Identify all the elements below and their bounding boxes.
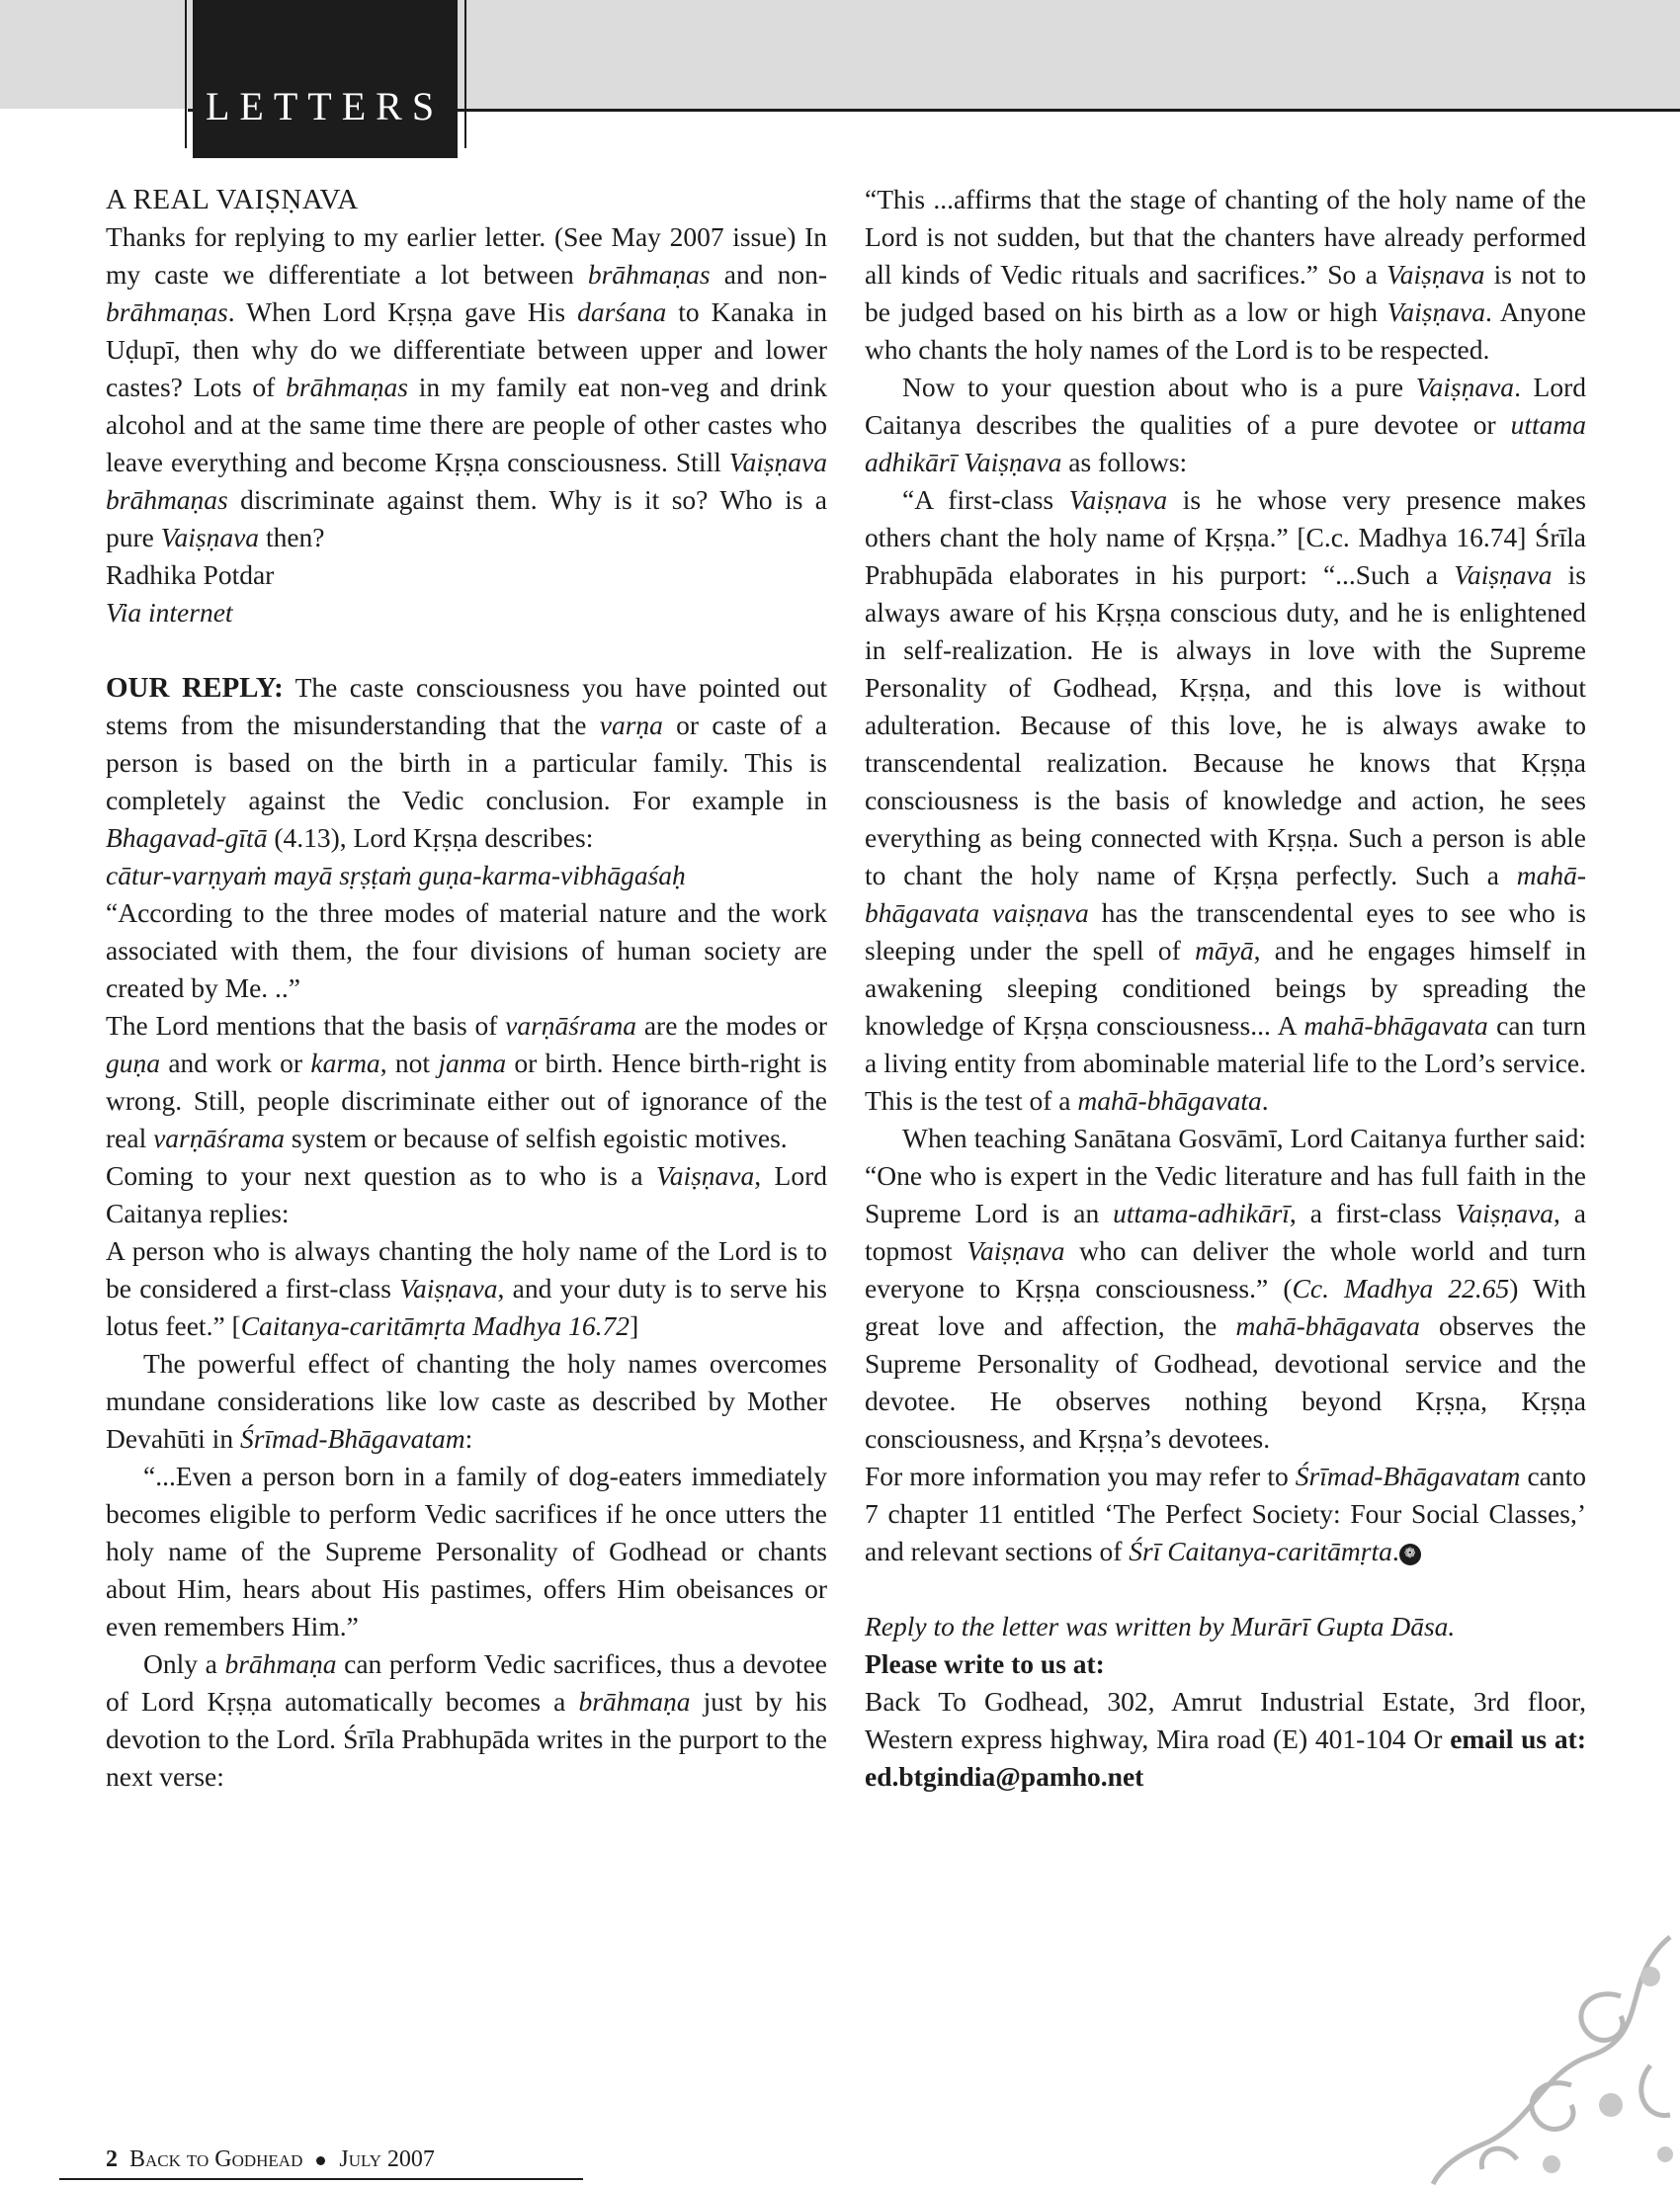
reply-p5: The powerful effect of chanting the holy names overcomes mundane considerations like low caste as described by Mother Devahūti in Śrīmad-Bhāgavatam: bbox=[106, 1348, 827, 1454]
page-number: 2 bbox=[106, 2146, 118, 2172]
contact-address: Back To Godhead, 302, Amrut Industrial Estate, 3rd floor, Western express highway, Mira road (E) 401-104 Or email us at: ed.btgindia@pamho.net bbox=[865, 1686, 1586, 1792]
reply-p7: Only a brāhmaṇa can perform Vedic sacrifices, thus a devotee of Lord Kṛṣṇa automatically becomes a brāhmaṇa just by his devotion to the Lord. Śrīla Prabhupāda writes in the purport to the next verse: bbox=[106, 1648, 828, 1792]
right-column bbox=[865, 181, 1586, 1796]
page-footer bbox=[106, 2144, 435, 2174]
issue-date: July 2007 bbox=[339, 2146, 435, 2172]
reply-p4: A person who is always chanting the holy name of the Lord is to be considered a first-class Vaiṣṇava, and your duty is to serve his lotus feet.” [Caitanya-caritāmṛta Madhya 16.72] bbox=[106, 1235, 827, 1341]
masthead-rule-left bbox=[185, 0, 187, 148]
reply-label: OUR REPLY: bbox=[106, 672, 284, 704]
reply-r1: “This ...affirms that the stage of chanting of the holy name of the Lord is not sudden, but that the chanters have already performed all kinds of Vedic rituals and sacrifices.” So a Vaiṣṇava is not to be judged based on his birth as a low or high Vaiṣṇava. Anyone who chants the holy names of the Lord is to be respected. bbox=[865, 184, 1587, 365]
left-column bbox=[106, 181, 827, 1796]
letter-title: A REAL VAIṢṆAVA bbox=[106, 184, 359, 215]
reply-r4: When teaching Sanātana Gosvāmī, Lord Caitanya further said: “One who is expert in the Vedic literature and has full faith in the Supreme Lord is an uttama-adhikārī, a first-class Vaiṣṇava, a topmost Vaiṣṇava who can deliver the whole world and turn everyone to Kṛṣṇa consciousness.” (Cc. Madhya 22.65) With great love and affection, the mahā-bhāgavata observes the Supreme Personality of Godhead, devotional service and the devotee. He observes nothing beyond Kṛṣṇa, Kṛṣṇa consciousness, and Kṛṣṇa’s devotees. bbox=[865, 1123, 1586, 1454]
reply-p1: The caste consciousness you have pointed out stems from the misunderstanding that the varṇa or caste of a person is based on the birth in a particular family. This is completely against the Vedic conclusion. For example in Bhagavad-gītā (4.13), Lord Kṛṣṇa describes: bbox=[106, 672, 827, 853]
footer-rule bbox=[59, 2178, 583, 2180]
footer-bullet-icon bbox=[316, 2156, 325, 2165]
reply-r3: “A first-class Vaiṣṇava is he whose very presence makes others chant the holy name of Kṛṣṇa.” [C.c. Madhya 16.74] Śrīla Prabhupāda elaborates in his purport: “...Such a Vaiṣṇava is always aware of his Kṛṣṇa conscious duty, and he is enlightened in self-realization. He is always in love with the Supreme Personality of Godhead, Kṛṣṇa, and this love is without adulteration. Because of this love, he is always awake to transcendental realization. Because he knows that Kṛṣṇa consciousness is the basis of knowledge and action, he sees everything as being connected with Kṛṣṇa. Such a person is able to chant the holy name of Kṛṣṇa perfectly. Such a mahā-bhāgavata vaiṣṇava has the transcendental eyes to see who is sleeping under the spell of māyā, and he engages himself in awakening sleeping conditioned beings by spreading the knowledge of Kṛṣṇa consciousness... A mahā-bhāgavata can turn a living entity from abominable material life to the Lord’s service. This is the test of a mahā-bhāgavata. bbox=[865, 484, 1587, 1116]
reply-p2: The Lord mentions that the basis of varṇāśrama are the modes or guṇa and work or karma, not janma or birth. Hence birth-right is wrong. Still, people discriminate either out of ignorance of the real varṇāśrama system or because of selfish egoistic motives. bbox=[106, 1010, 828, 1153]
masthead-rule-right bbox=[464, 0, 466, 148]
section-title: LETTERS bbox=[206, 84, 445, 128]
reply-p3: Coming to your next question as to who is a Vaiṣṇava, Lord Caitanya replies: bbox=[106, 1160, 827, 1228]
end-mark-icon: ❁ bbox=[1399, 1544, 1421, 1565]
masthead-block bbox=[193, 0, 458, 158]
email-label: email us at: bbox=[1450, 1724, 1586, 1754]
reply-verse: cātur-varṇyaṁ mayā sṛṣṭaṁ guṇa-karma-vibhāgaśaḥ bbox=[106, 860, 686, 890]
magazine-name: Back to Godhead bbox=[129, 2146, 303, 2172]
reply-translation: “According to the three modes of material nature and the work associated with them, the four divisions of human society are created by Me. ..” bbox=[106, 897, 827, 1003]
letter-signature: Radhika Potdar bbox=[106, 559, 275, 590]
contact-email[interactable]: ed.btgindia@pamho.net bbox=[865, 1761, 1144, 1792]
letter-body: Thanks for replying to my earlier letter. (See May 2007 issue) In my caste we differentiate a lot between brāhmaṇas and non-brāhmaṇas. When Lord Kṛṣṇa gave His darśana to Kanaka in Uḍupī, then why do we differentiate between upper and lower castes? Lots of brāhmaṇas in my family eat non-veg and drink alcohol and at the same time there are people of other castes who leave everything and become Kṛṣṇa consciousness. Still Vaiṣṇava brāhmaṇas discriminate against them. Why is it so? Who is a pure Vaiṣṇava then? bbox=[106, 221, 827, 552]
reply-intro bbox=[106, 669, 827, 857]
reply-r5: For more information you may refer to Śrīmad-Bhāgavatam canto 7 chapter 11 entitled ‘The Perfect Society: Four Social Classes,’ and relevant sections of Śrī Caitanya-caritāmṛta. ❁ bbox=[865, 1461, 1586, 1566]
reply-r2: Now to your question about who is a pure Vaiṣṇava. Lord Caitanya describes the qualities of a pure devotee or uttama adhikārī Vaiṣṇava as follows: bbox=[865, 372, 1586, 477]
reply-credit: Reply to the letter was written by Murārī Gupta Dāsa. bbox=[865, 1611, 1456, 1641]
reply-p6: “...Even a person born in a family of dog-eaters immediately becomes eligible to perform Vedic sacrifices if he once utters the holy name of the Supreme Personality of Godhead or chants about Him, hears about His pastimes, offers Him obeisances or even remembers Him.” bbox=[106, 1461, 827, 1641]
contact-heading: Please write to us at: bbox=[865, 1648, 1105, 1679]
floral-ornament-icon bbox=[1423, 1917, 1680, 2186]
letter-via: Via internet bbox=[106, 597, 233, 628]
